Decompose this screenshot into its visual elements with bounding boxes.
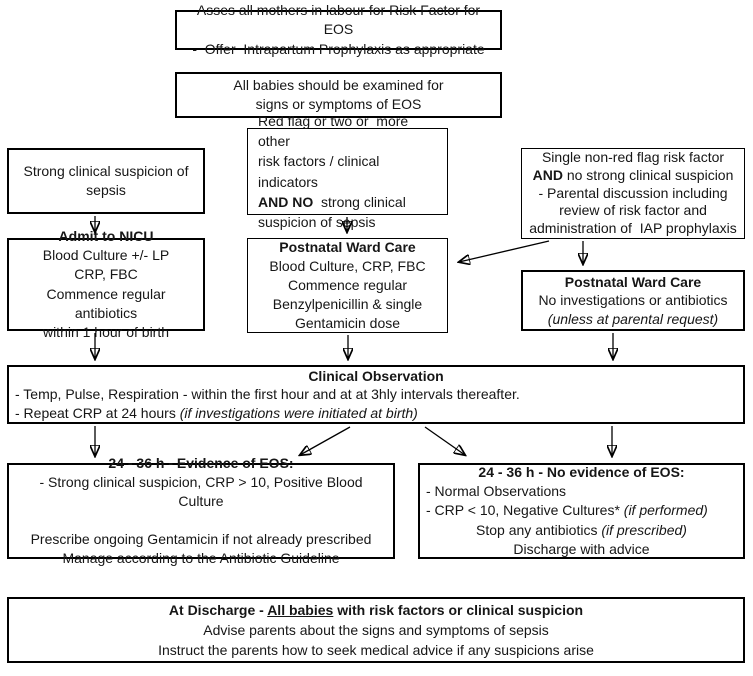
box-text-line: review of risk factor and: [559, 202, 707, 219]
box-text-line: At Discharge - All babies with risk factors or clinical suspicion: [168, 601, 584, 618]
box-text-line: Commence regular antibiotics: [46, 285, 170, 321]
box-text-line: Clinical Observation: [308, 367, 444, 384]
box-text-line: Red flag or two or more other: [258, 112, 413, 149]
box-at-discharge: [7, 597, 745, 663]
arrow-singlerisk-to-postnatal-investigations: [459, 241, 549, 262]
box-text-line: Single non-red flag risk factor: [541, 148, 725, 165]
box-text-line: Instruct the parents how to seek medical advice if any suspicions arise: [158, 642, 594, 659]
box-single-non-red-flag: [521, 148, 745, 239]
box-text-line: Advise parents about the signs and symptoms of sepsis: [203, 621, 549, 638]
box-text-line: - CRP < 10, Negative Cultures* (if performed): [426, 502, 708, 519]
box-text-line: Blood Culture +/- LP: [42, 247, 170, 264]
box-text-line: - Strong clinical suspicion, CRP > 10, Positive Blood Culture: [39, 473, 367, 509]
box-text-line: CRP, FBC: [74, 266, 138, 283]
box-text-line: 24 - 36 h - Evidence of EOS:: [108, 454, 294, 471]
box-admit-to-nicu: [7, 228, 205, 340]
box-text-line: No investigations or antibiotics: [538, 292, 728, 309]
box-text-line: Stop any antibiotics (if prescribed): [476, 521, 687, 538]
box-text-line: - Offer Intrapartum Prophylaxis as appropriate: [192, 40, 485, 57]
box-evidence-of-eos: [7, 454, 395, 567]
box-text-line: risk factors / clinical indicators: [258, 153, 384, 190]
box-text-line: Blood Culture, CRP, FBC: [269, 257, 426, 274]
box-text-line: Postnatal Ward Care: [279, 238, 416, 255]
box-clinical-observation: [7, 365, 745, 424]
arrow-observation-to-no-evidence-diagonal: [425, 427, 465, 455]
box-text-line: Benzylpenicillin & single: [272, 296, 423, 313]
box-text-line: suspicion of sepsis: [258, 214, 376, 231]
box-text-line: - Temp, Pulse, Respiration - within the first hour and at at 3hly intervals thereafter.: [15, 386, 520, 403]
box-text-line: Manage according to the Antibiotic Guideline: [62, 550, 340, 567]
box-text-line: sepsis: [86, 182, 126, 198]
box-text-line: All babies should be examined for: [233, 76, 444, 93]
box-text-line: - Repeat CRP at 24 hours (if investigations were initiated at birth): [15, 404, 418, 421]
box-text-line: [15, 511, 387, 530]
box-text-line: 24 - 36 h - No evidence of EOS:: [478, 464, 685, 481]
box-text-line: Gentamicin dose: [294, 315, 401, 332]
box-red-flag-risk-factors: [247, 112, 448, 231]
box-text-line: Asses all mothers in labour for Risk Factor for EOS: [196, 2, 484, 38]
box-strong-clinical-suspicion: [7, 148, 205, 214]
box-no-evidence-of-eos: [418, 463, 745, 559]
box-text-line: - Parental discussion including: [538, 184, 728, 201]
box-text-line: Strong clinical suspicion of: [23, 162, 189, 179]
box-text-line: AND NO strong clinical: [258, 193, 406, 210]
box-assess-mothers: [175, 2, 502, 57]
box-text-line: Admit to NICU: [58, 228, 154, 245]
box-text-line: (unless at parental request): [547, 310, 719, 327]
box-text-line: Discharge with advice: [513, 540, 650, 557]
box-text-line: Commence regular: [287, 276, 408, 293]
box-text-line: - Normal Observations: [426, 483, 567, 500]
arrow-observation-to-evidence-diagonal: [300, 427, 350, 455]
box-postnatal-ward-care-investigations: [247, 238, 448, 333]
box-text-line: AND no strong clinical suspicion: [532, 166, 734, 183]
box-postnatal-ward-care-no-investigations: [521, 270, 745, 331]
box-text-line: within 1 hour of birth: [42, 323, 170, 340]
box-text-line: administration of IAP prophylaxis: [529, 220, 737, 237]
box-text-line: Prescribe ongoing Gentamicin if not already prescribed: [30, 531, 372, 548]
box-text-line: Postnatal Ward Care: [564, 274, 702, 291]
box-text-line: signs or symptoms of EOS: [255, 96, 422, 112]
